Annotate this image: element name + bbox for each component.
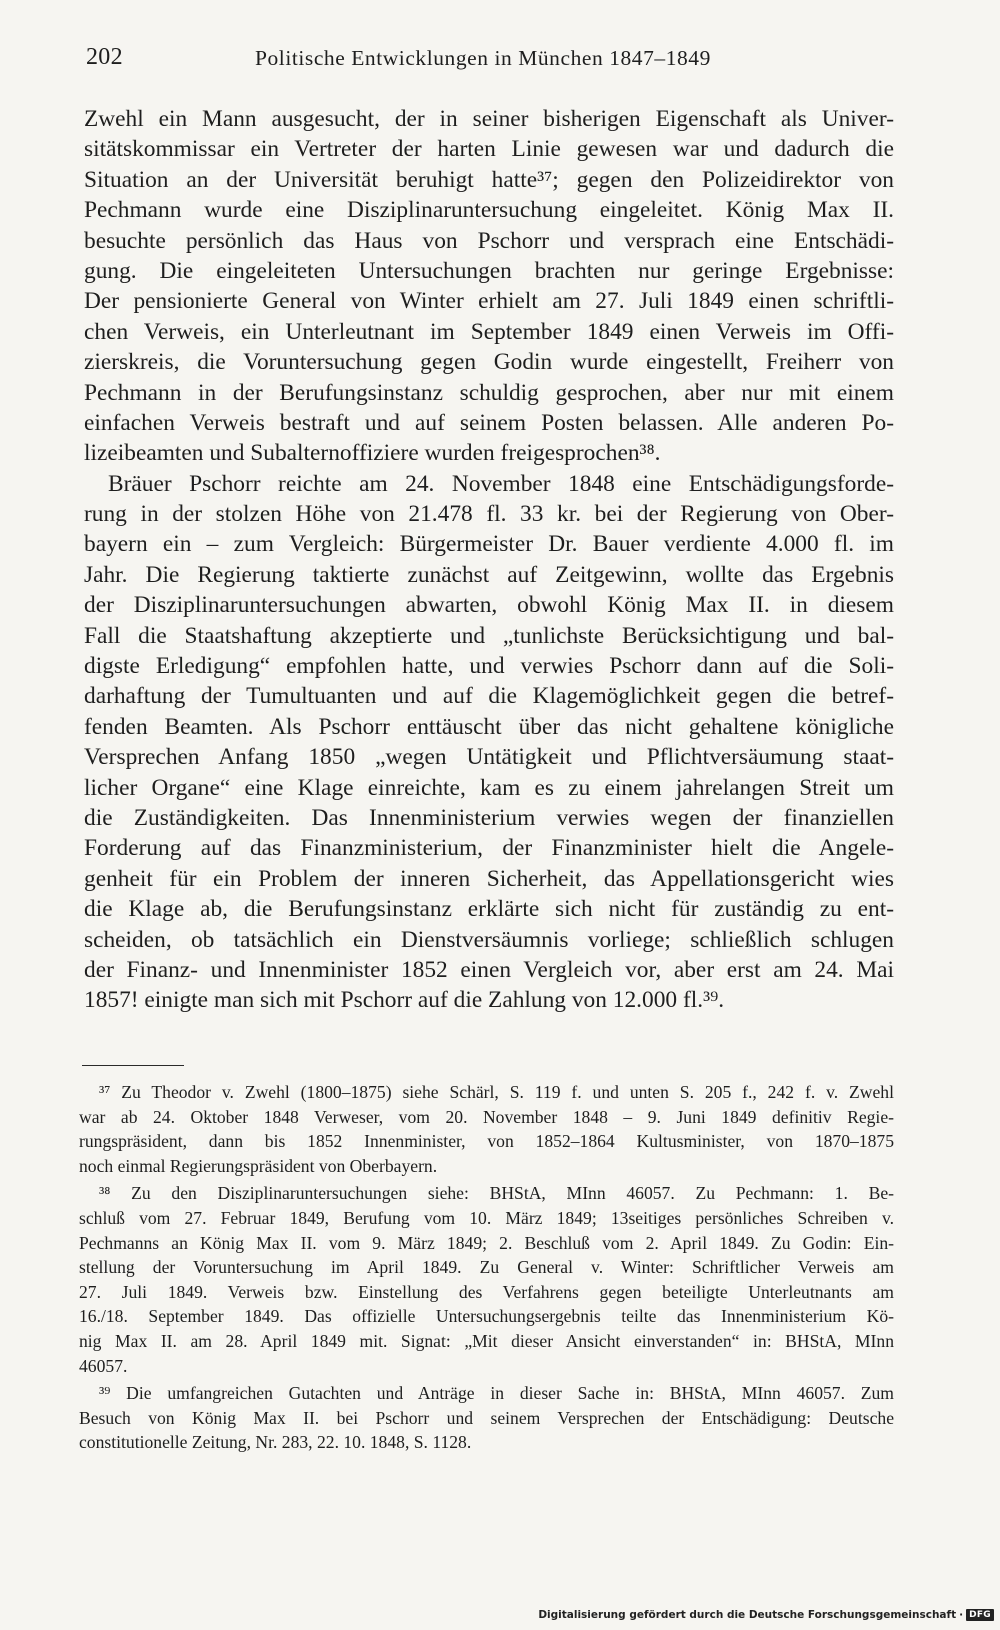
footnote-37 bbox=[79, 1080, 894, 1178]
body-line: darhaftung der Tumultuanten und auf die Klagemöglichkeit gegen die betref- bbox=[84, 683, 894, 710]
body-line: die Klage ab, die Berufungsinstanz erklärte sich nicht für zuständig zu ent- bbox=[84, 896, 894, 923]
footnote-line: stellung der Voruntersuchung im April 1849. Zu General v. Winter: Schriftlicher Verweis am bbox=[79, 1257, 894, 1278]
body-line: rung in der stolzen Höhe von 21.478 fl. 33 kr. bei der Regierung von Ober- bbox=[84, 501, 894, 528]
body-line: genheit für ein Problem der inneren Sicherheit, das Appellationsgericht wies bbox=[84, 865, 894, 892]
footnote-line: constitutionelle Zeitung, Nr. 283, 22. 10. 1848, S. 1128. bbox=[79, 1432, 472, 1453]
footnote-line: ³⁸ Zu den Disziplinaruntersuchungen siehe: BHStA, MInn 46057. Zu Pechmann: 1. Be- bbox=[99, 1183, 894, 1204]
footnote-line: ³⁹ Die umfangreichen Gutachten und Anträge in dieser Sache in: BHStA, MInn 46057. Zum bbox=[99, 1383, 894, 1404]
body-line: chen Verweis, ein Unterleutnant im September 1849 einen Verweis im Offi- bbox=[84, 318, 894, 345]
body-line: Pechmann wurde eine Disziplinaruntersuchung eingeleitet. König Max II. bbox=[84, 197, 894, 224]
footnote-separator bbox=[82, 1065, 184, 1066]
body-line: Versprechen Anfang 1850 „wegen Untätigkeit und Pflichtversäumung staat- bbox=[84, 744, 894, 771]
body-line: der Finanz- und Innenminister 1852 einen Vergleich vor, aber erst am 24. Mai bbox=[84, 956, 894, 983]
footnote-line: nig Max II. am 28. April 1849 mit. Signat: „Mit dieser Ansicht einverstanden“ in: BHStA, MInn bbox=[79, 1330, 894, 1351]
body-line: Situation an der Universität beruhigt hatte³⁷; gegen den Polizeidirektor von bbox=[84, 166, 894, 193]
body-line: Der pensionierte General von Winter erhielt am 27. Juli 1849 einen schriftli- bbox=[84, 288, 894, 315]
body-line: Forderung auf das Finanzministerium, der Finanzminister hielt die Angele- bbox=[84, 835, 894, 862]
dfg-logo-icon: DFG bbox=[966, 1609, 994, 1621]
footer-dot: · bbox=[959, 1609, 964, 1621]
body-line: besuchte persönlich das Haus von Pschorr und versprach eine Entschädi- bbox=[84, 227, 894, 254]
body-line: der Disziplinaruntersuchungen abwarten, obwohl König Max II. in diesem bbox=[84, 592, 894, 619]
body-text bbox=[84, 104, 894, 1016]
body-line: Zwehl ein Mann ausgesucht, der in seiner bisherigen Eigenschaft als Univer- bbox=[84, 106, 894, 132]
body-line: Fall die Staatshaftung akzeptierte und „tunlichste Berücksichtigung und bal- bbox=[84, 622, 894, 649]
body-line: Bräuer Pschorr reichte am 24. November 1848 eine Entschädigungsforde- bbox=[108, 470, 894, 497]
footer-text: Digitalisierung gefördert durch die Deutsche Forschungsgemeinschaft bbox=[538, 1609, 957, 1621]
body-line: licher Organe“ eine Klage einreichte, kam es zu einem jahrelangen Streit um bbox=[84, 774, 894, 801]
page-number: 202 bbox=[86, 44, 123, 70]
footnote-line: 16./18. September 1849. Das offizielle Untersuchungsergebnis teilte das Innenministerium Kö- bbox=[79, 1306, 894, 1327]
footnote-line: Pechmanns an König Max II. vom 9. März 1849; 2. Beschluß vom 2. April 1849. Zu Godin: Ein- bbox=[79, 1232, 894, 1253]
footnote-line: 27. Juli 1849. Verweis bzw. Einstellung des Verfahrens gegen beteiligte Unterleutnants am bbox=[79, 1281, 894, 1302]
body-line: Pechmann in der Berufungsinstanz schuldig gesprochen, aber nur mit einem bbox=[84, 379, 894, 406]
footnote-line: rungspräsident, dann bis 1852 Innenminister, von 1852–1864 Kultusminister, von 1870–1875 bbox=[79, 1131, 894, 1152]
footnote-line: ³⁷ Zu Theodor v. Zwehl (1800–1875) siehe Schärl, S. 119 f. und unten S. 205 f., 242 f. v. Zwehl bbox=[99, 1082, 894, 1102]
digitization-footer bbox=[538, 1606, 994, 1624]
body-line: digste Erledigung“ empfohlen hatte, und verwies Pschorr dann auf die Soli- bbox=[84, 653, 894, 680]
body-line: sitätskommissar ein Vertreter der harten Linie gewesen war und dadurch die bbox=[84, 136, 894, 163]
page-header bbox=[86, 44, 886, 80]
footnote-line: schluß vom 27. Februar 1849, Berufung vom 10. März 1849; 13seitiges persönliches Schreiben v. bbox=[79, 1207, 894, 1228]
running-title: Politische Entwicklungen in München 1847–1849 bbox=[255, 46, 711, 70]
footnote-line: 46057. bbox=[79, 1355, 128, 1376]
body-line: einfachen Verweis bestraft und auf seinem Posten belassen. Alle anderen Po- bbox=[84, 409, 894, 436]
body-line: fenden Beamten. Als Pschorr enttäuscht über das nicht gehaltene königliche bbox=[84, 713, 894, 740]
footnote-39 bbox=[79, 1381, 894, 1455]
body-line: scheiden, ob tatsächlich ein Dienstversäumnis vorliege; schließlich schlugen bbox=[84, 926, 894, 953]
body-line: Jahr. Die Regierung taktierte zunächst auf Zeitgewinn, wollte das Ergebnis bbox=[84, 561, 894, 588]
body-line: lizeibeamten und Subalternoffiziere wurden freigesprochen³⁸. bbox=[84, 440, 661, 467]
footnote-line: war ab 24. Oktober 1848 Verweser, vom 20. November 1848 – 9. Juni 1849 definitiv Regie- bbox=[79, 1106, 894, 1127]
body-line: gung. Die eingeleiteten Untersuchungen brachten nur geringe Ergebnisse: bbox=[84, 257, 894, 284]
footnote-line: Besuch von König Max II. bei Pschorr und seinem Versprechen der Entschädigung: Deutsche bbox=[79, 1407, 894, 1428]
footnote-line: noch einmal Regierungspräsident von Oberbayern. bbox=[79, 1155, 438, 1176]
footnote-38 bbox=[79, 1181, 894, 1378]
body-line: die Zuständigkeiten. Das Innenministerium verwies wegen der finanziellen bbox=[84, 804, 894, 831]
body-line: zierskreis, die Voruntersuchung gegen Godin wurde eingestellt, Freiherr von bbox=[84, 349, 894, 376]
footnotes bbox=[79, 1080, 894, 1458]
body-line: 1857! einigte man sich mit Pschorr auf die Zahlung von 12.000 fl.³⁹. bbox=[84, 987, 725, 1014]
body-line: bayern ein – zum Vergleich: Bürgermeister Dr. Bauer verdiente 4.000 fl. im bbox=[84, 531, 894, 558]
